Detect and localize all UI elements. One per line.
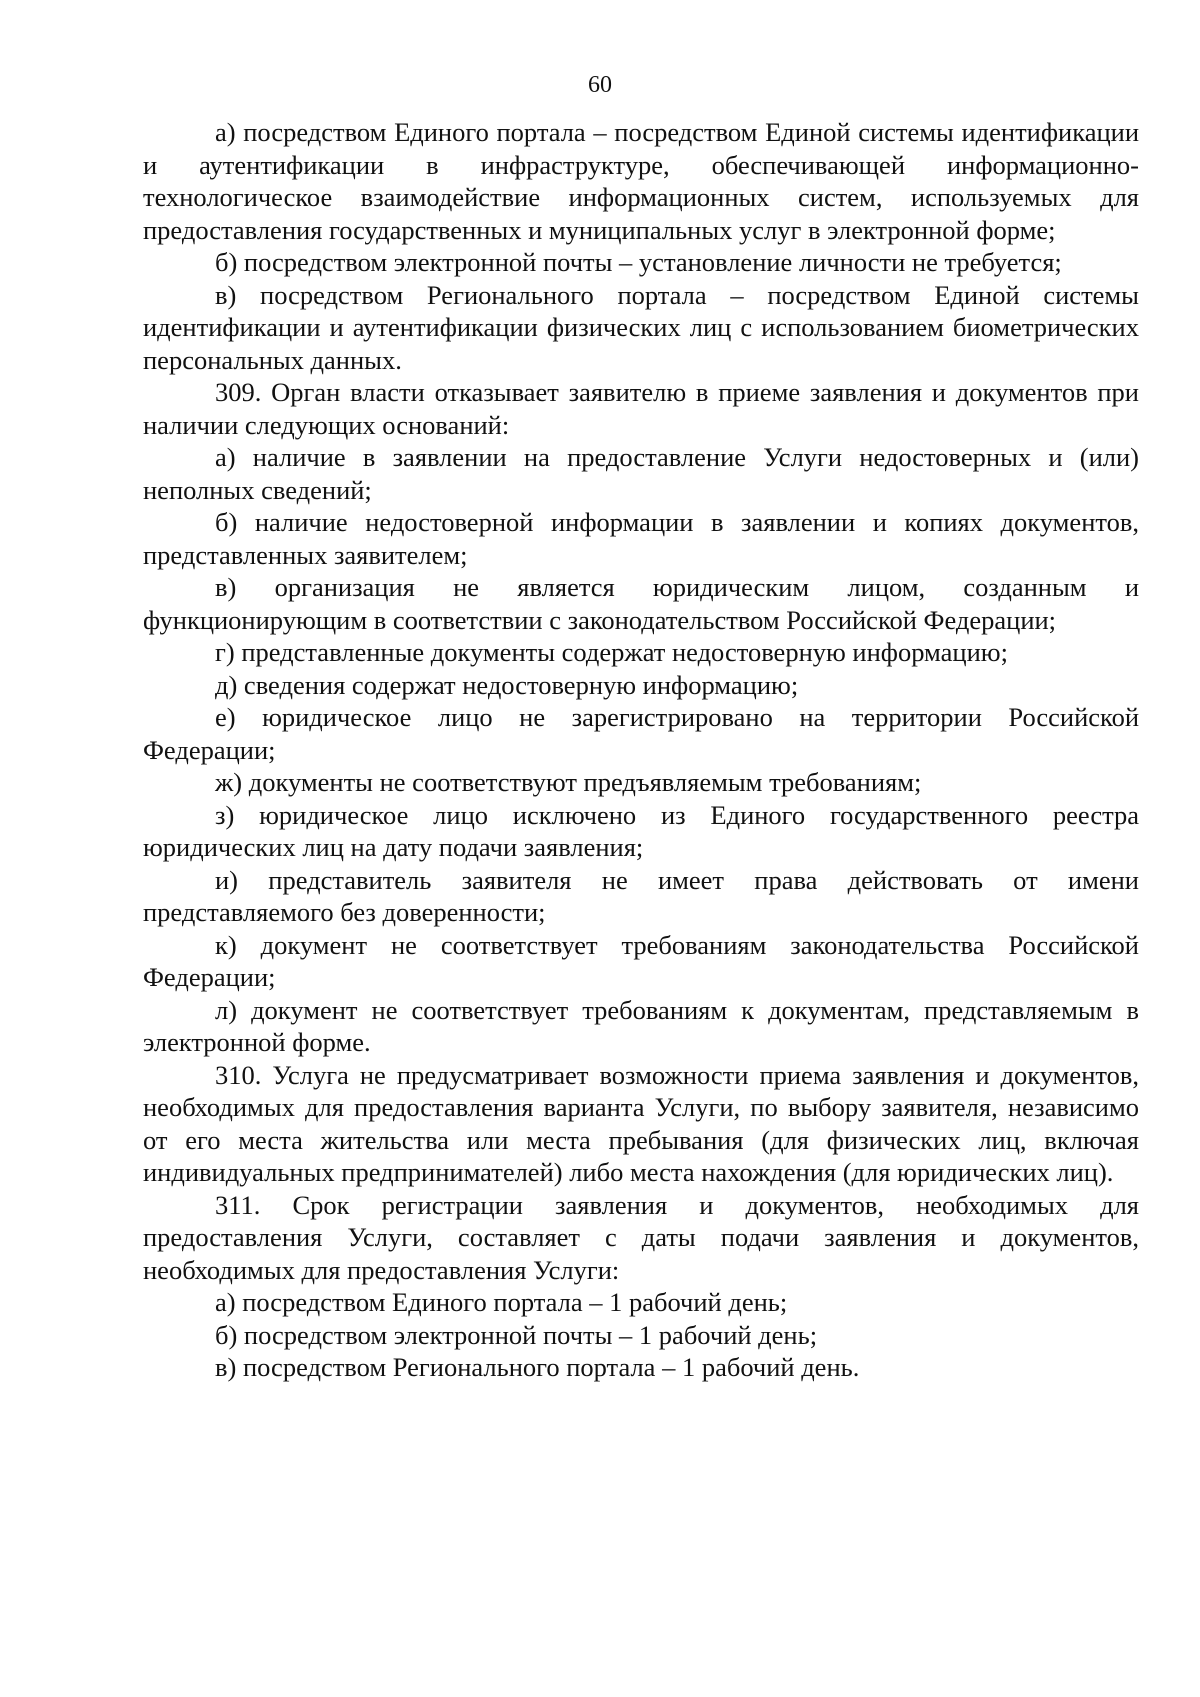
document-body xyxy=(143,116,1139,1384)
paragraph-v-regional-portal-identification: в) посредством Регионального портала – посредством Единой системы идентификации и аутентификации физических лиц с использованием биометрических персональных данных. xyxy=(143,279,1139,375)
paragraph-b-email-identification: б) посредством электронной почты – установление личности не требуется; xyxy=(215,247,1062,277)
list-item-309-d: д) сведения содержат недостоверную информацию; xyxy=(215,669,799,700)
list-item-309-k: к) документ не соответствует требованиям законодательства Российской Федерации; xyxy=(143,929,1139,992)
list-item-311-b: б) посредством электронной почты – 1 рабочий день; xyxy=(215,1319,818,1350)
list-item-309-e: е) юридическое лицо не зарегистрировано на территории Российской Федерации; xyxy=(143,702,1139,765)
list-item-309-a: а) наличие в заявлении на предоставление Услуги недостоверных и (или) неполных сведений; xyxy=(143,442,1139,505)
paragraph-309: 309. Орган власти отказывает заявителю в приеме заявления и документов при наличии следующих оснований: xyxy=(143,377,1139,440)
list-item-311-v: в) посредством Регионального портала – 1 рабочий день. xyxy=(215,1352,860,1382)
list-item-309-b: б) наличие недостоверной информации в заявлении и копиях документов, представленных заявителем; xyxy=(143,507,1139,570)
page-number: 60 xyxy=(588,72,612,98)
list-item-309-z: з) юридическое лицо исключено из Единого государственного реестра юридических лиц на дату подачи заявления; xyxy=(143,799,1139,862)
paragraph-310: 310. Услуга не предусматривает возможности приема заявления и документов, необходимых для предоставления варианта Услуги, по выбору заявителя, независимо от его места жительства или места пребывания (для физических лиц, включая индивидуальных предпринимателей) либо места нахождения (для юридических лиц). xyxy=(143,1059,1139,1187)
list-item-311-a: а) посредством Единого портала – 1 рабочий день; xyxy=(215,1287,788,1317)
paragraph-a-unified-portal-identification: а) посредством Единого портала – посредством Единой системы идентификации и аутентификации в инфраструктуре, обеспечивающей информационно-технологическое взаимодействие информационных систем, используемых для предоставления государственных и муниципальных услуг в электронной форме; xyxy=(143,117,1139,245)
list-item-309-v: в) организация не является юридическим лицом, созданным и функционирующим в соответствии с законодательством Российской Федерации; xyxy=(143,572,1139,635)
list-item-309-zh: ж) документы не соответствуют предъявляемым требованиям; xyxy=(215,767,922,797)
list-item-309-l: л) документ не соответствует требованиям к документам, представляемым в электронной форме. xyxy=(143,994,1139,1057)
list-item-309-g: г) представленные документы содержат недостоверную информацию; xyxy=(215,637,1008,667)
list-item-309-i: и) представитель заявителя не имеет права действовать от имени представляемого без доверенности; xyxy=(143,864,1139,927)
paragraph-311: 311. Срок регистрации заявления и документов, необходимых для предоставления Услуги, составляет с даты подачи заявления и документов, необходимых для предоставления Услуги: xyxy=(143,1189,1139,1285)
